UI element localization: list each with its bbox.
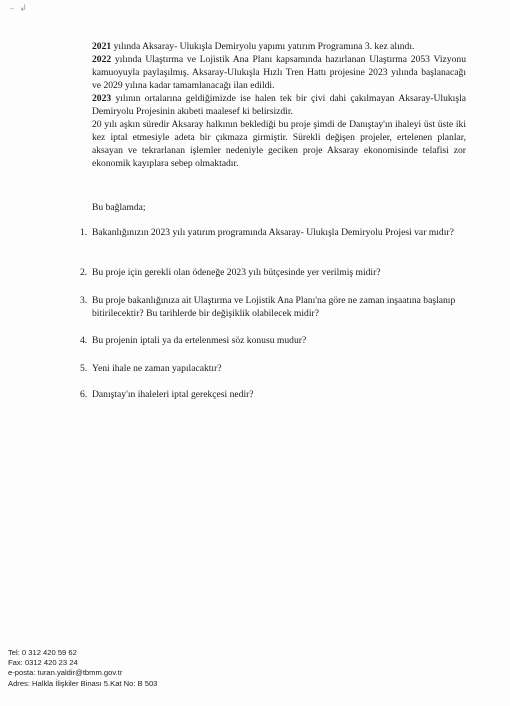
footer-email: e-posta: turan.yaldir@tbmm.gov.tr [8, 668, 123, 678]
question-item [80, 226, 478, 239]
paragraph-2022 [92, 53, 466, 92]
body-text [92, 40, 466, 170]
question-number: 1. [80, 227, 88, 238]
question-number: 4. [80, 335, 88, 346]
footer-address: Adres: Halkla İlişkiler Binası 5.Kat No: B 503 [8, 678, 158, 688]
greeting: Bu bağlamda; [92, 202, 146, 213]
question-text: Bu proje için gerekli olan ödeneğe 2023 yılı bütçesinde yer verilmiş midir? [92, 267, 381, 278]
paragraph-2021 [92, 40, 466, 53]
question-number: 2. [80, 267, 88, 278]
question-text: Danıştay'ın ihaleleri iptal gerekçesi nedir? [92, 389, 254, 400]
footer-phone: Tel: 0 312 420 59 62 [8, 648, 77, 657]
question-number: 5. [80, 363, 88, 374]
question-text: Yeni ihale ne zaman yapılacaktır? [92, 363, 222, 374]
question-number: 3. [80, 295, 88, 306]
scan-corner-mark: – ↲ [10, 4, 28, 14]
question-item [80, 362, 478, 375]
paragraph-text: yılında Aksaray- Ulukışla Demiryolu yapımı yatırım Programına 3. kez alındı. [111, 41, 415, 52]
footer-fax: Fax: 0312 420 23 24 [8, 658, 78, 668]
question-item [80, 388, 478, 401]
question-text: Bakanlığınızın 2023 yılı yatırım programında Aksaray- Ulukışla Demiryolu Projesi var mıdır? [92, 227, 454, 238]
contact-footer [8, 648, 157, 689]
paragraph-text: 20 yılı aşkın süredir Aksaray halkının beklediği bu proje şimdi de Danıştay'ın ihaleyi üst üste iki kez iptal etmesiyle adeta bir çıkmaza girmiştir. Sürekli değişen projeler, ertelenen planlar, aksayan ve tekrarlanan işlemler nedeniyle geciken proje Aksaray ekonomisinde telafisi zor ekonomik kayıplara sebep olmaktadır. [92, 119, 466, 169]
question-text: Bu proje bakanlığınıza ait Ulaştırma ve Lojistik Ana Planı'na göre ne zaman inşaatına başlanıp bitirilecektir? Bu tarihlerde bir değişiklik olabilecek midir? [92, 295, 456, 319]
paragraph-summary [92, 118, 466, 170]
question-item [80, 266, 478, 279]
paragraph-text: yılının ortalarına geldiğimizde ise halen tek bir çivi dahi çakılmayan Aksaray-Ulukışla Demiryolu Projesinin akıbeti maalesef ki belirsizdir. [92, 93, 466, 117]
paragraph-2023 [92, 92, 466, 118]
question-item [80, 334, 478, 347]
paragraph-lead: 2022 [92, 54, 112, 65]
paragraph-lead: 2021 [92, 41, 112, 52]
question-item [80, 294, 478, 320]
paragraph-text: yılında Ulaştırma ve Lojistik Ana Planı kapsamında hazırlanan Ulaştırma 2053 Vizyonu kamuoyuyla paylaşılmış. Aksaray-Ulukışla Hızlı Tren Hattı projesine 2023 yılında başlanacağı ve 2029 yılına kadar tamamlanacağı ilan edildi. [92, 54, 466, 91]
paragraph-lead: 2023 [92, 93, 112, 104]
question-text: Bu projenin iptali ya da ertelenmesi söz konusu mudur? [92, 335, 307, 346]
question-number: 6. [80, 389, 88, 400]
